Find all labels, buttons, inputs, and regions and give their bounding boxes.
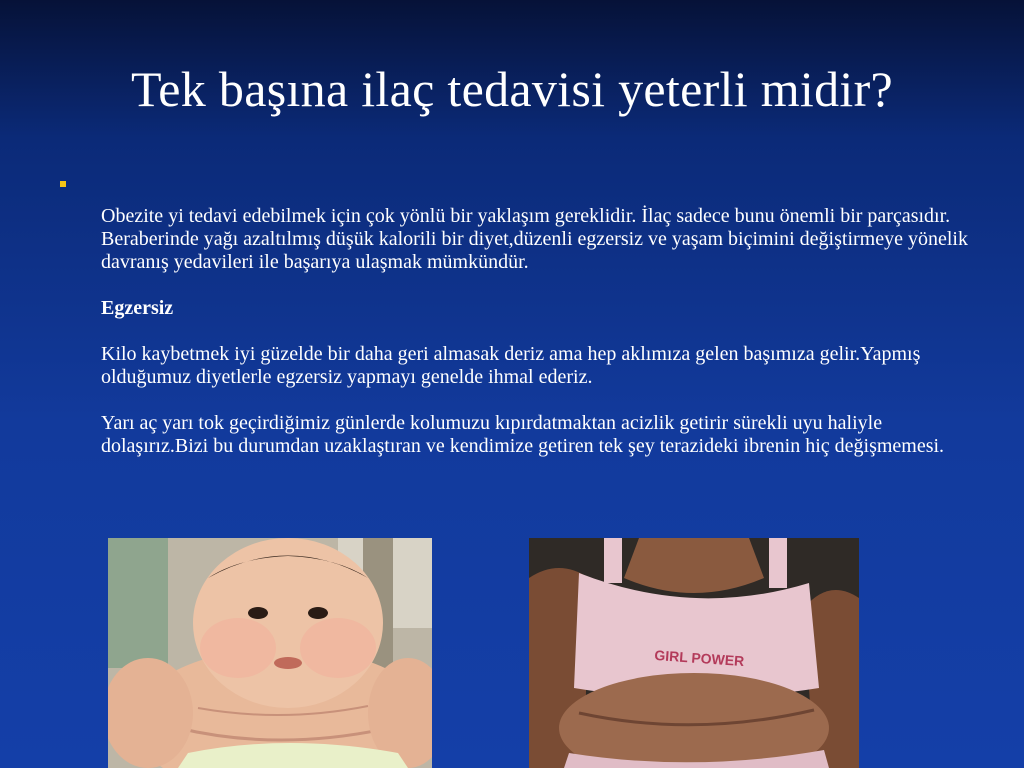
shirt-text: GIRL POWER: [653, 646, 745, 670]
slide-body: [101, 205, 981, 481]
daily-life-paragraph: Yarı aç yarı tok geçirdiğimiz günlerde kolumuzu kıpırdatmaktan acizlik getirir sürekli uyu haliyle dolaşırız.Bizi bu durumdan uzaklaştıran ve kendimize getiren tek şey terazideki ibrenin hiç değişmemesi.: [101, 412, 945, 457]
exercise-paragraph: Kilo kaybetmek iyi güzelde bir daha geri almasak deriz ama hep aklımıza gelen başımıza gelir.Yapmış olduğumuz diyetlerle egzersiz yapmayı genelde ihmal ederiz.: [101, 343, 921, 388]
slide-title: Tek başına ilaç tedavisi yeterli midir?: [130, 61, 894, 117]
woman-photo: [529, 538, 859, 768]
exercise-heading: Egzersiz: [101, 297, 174, 319]
baby-illustration: [108, 538, 432, 768]
intro-paragraph: Obezite yi tedavi edebilmek için çok yönlü bir yaklaşım gereklidir. İlaç sadece bunu önemli bir parçasıdır. Beraberinde yağı azaltılmış düşük kalorili bir diyet,düzenli egzersiz ve yaşam biçimini değiştirmeye yönelik davranış yedavileri ile başarıya ulaşmak mümkündür.: [101, 205, 968, 273]
woman-illustration: [529, 538, 859, 768]
baby-photo: [108, 538, 432, 768]
bullet-marker: [60, 181, 66, 187]
